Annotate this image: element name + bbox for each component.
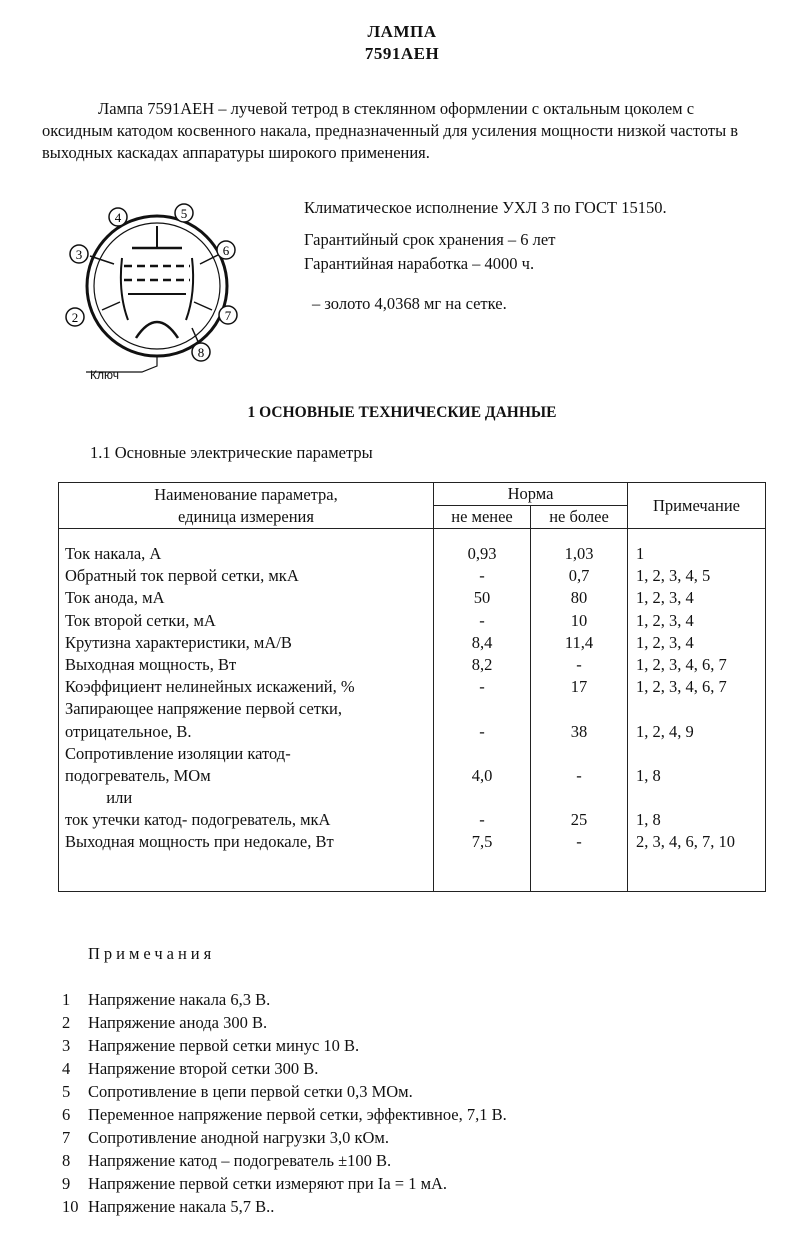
table-cell: -: [576, 832, 582, 852]
col-name: [59, 529, 434, 892]
parameters-table: [58, 482, 766, 892]
list-item: 3 Напряжение первой сетки минус 10 В.: [62, 1036, 360, 1055]
svg-text:2: 2: [71, 310, 79, 325]
table-cell: [434, 743, 530, 765]
table-cell: 80: [570, 588, 588, 608]
storage-line: Гарантийный срок хранения – 6 лет: [304, 230, 556, 249]
list-item: 5 Сопротивление в цепи первой сетки 0,3 МОм.: [62, 1082, 413, 1101]
table-cell: 1, 2, 3, 4, 6, 7: [636, 654, 727, 674]
svg-text:6: 6: [222, 243, 230, 258]
table-cell: 38: [570, 721, 588, 741]
notes-list: [62, 988, 507, 1218]
table-cell: или: [65, 788, 133, 808]
table-cell: 1, 2, 3, 4: [636, 632, 694, 652]
header-name: [59, 483, 434, 529]
table-cell: ток утечки катод- подогреватель, мкА: [65, 810, 331, 830]
pin-diagram: [62, 198, 252, 388]
table-cell: Обратный ток первой сетки, мкА: [65, 566, 299, 586]
section-title: 1 ОСНОВНЫЕ ТЕХНИЧЕСКИЕ ДАННЫЕ: [247, 404, 557, 421]
table-header-row: [59, 483, 766, 506]
header-norm: Норма: [434, 483, 628, 506]
col-min: [434, 529, 531, 892]
pin-7: [219, 306, 237, 324]
table-cell: 1, 2, 4, 9: [636, 721, 694, 741]
intro-paragraph: [42, 98, 762, 164]
table-cell: -: [576, 765, 582, 785]
table-cell: -: [479, 721, 485, 741]
table-cell: [628, 698, 765, 720]
list-item: 10 Напряжение накала 5,7 В..: [62, 1197, 275, 1216]
table-cell: 25: [570, 810, 588, 830]
table-cell: -: [576, 654, 582, 674]
header-name-line2: единица измерения: [178, 506, 314, 526]
list-item: 9 Напряжение первой сетки измеряют при Iа = 1 мА.: [62, 1174, 448, 1193]
table-cell: Выходная мощность, Вт: [65, 654, 237, 674]
table-cell: 50: [473, 588, 491, 608]
table-cell: 1, 2, 3, 4, 5: [636, 566, 711, 586]
svg-text:4: 4: [114, 210, 122, 225]
list-item: 4 Напряжение второй сетки 300 В.: [62, 1059, 319, 1078]
table-cell: Выходная мощность при недокале, Вт: [65, 832, 334, 852]
table-cell: [531, 743, 627, 765]
header-max: не более: [531, 506, 628, 529]
table-cell: -: [479, 566, 485, 586]
table-cell: Ток анода, мА: [65, 588, 165, 608]
key-label: Ключ: [90, 368, 119, 382]
header-name-line1: Наименование параметра,: [154, 484, 338, 504]
table-cell: Запирающее напряжение первой сетки,: [65, 699, 342, 719]
key-arc: [136, 322, 178, 338]
table-cell: Сопротивление изоляции катод-: [65, 743, 291, 763]
table-cell: [531, 787, 627, 809]
table-cell: 1, 2, 3, 4, 6, 7: [636, 677, 727, 697]
table-cell: подогреватель, МОм: [65, 765, 211, 785]
doc-title: ЛАМПА: [367, 22, 437, 41]
lead-6: [200, 254, 220, 264]
table-cell: 1: [636, 544, 645, 563]
list-item: 2 Напряжение анода 300 В.: [62, 1013, 268, 1032]
pin-6: [217, 241, 235, 259]
list-item: 8 Напряжение катод – подогреватель ±100 В.: [62, 1151, 392, 1170]
table-cell: [531, 698, 627, 720]
table-cell: Ток второй сетки, мА: [65, 610, 216, 630]
table-cell: 0,93: [467, 544, 497, 563]
table-cell: 17: [570, 677, 588, 697]
table-cell: 4,0: [471, 765, 493, 785]
col-max: [531, 529, 628, 892]
table-cell: [628, 743, 765, 765]
notes-title: Примечания: [88, 944, 216, 963]
table-cell: 0,7: [568, 566, 590, 586]
table-cell: отрицательное, В.: [65, 721, 192, 741]
table-cell: 10: [570, 610, 588, 630]
table-cell: 8,2: [471, 654, 493, 674]
table-cell: 11,4: [564, 632, 594, 652]
table-cell: 1, 8: [636, 810, 661, 830]
svg-text:7: 7: [224, 308, 232, 323]
list-item: 7 Сопротивление анодной нагрузки 3,0 кОм.: [62, 1128, 389, 1147]
pin-3: [70, 245, 88, 263]
table-cell: [434, 698, 530, 720]
lead-7: [194, 302, 212, 310]
table-cell: -: [479, 810, 485, 830]
table-cell: [628, 787, 765, 809]
svg-text:3: 3: [75, 247, 83, 262]
list-item: 6 Переменное напряжение первой сетки, эффективное, 7,1 В.: [62, 1105, 507, 1124]
col-note: [628, 529, 766, 892]
header-min: не менее: [434, 506, 531, 529]
subsection-title: 1.1 Основные электрические параметры: [90, 443, 373, 462]
doc-subtitle: 7591АЕН: [364, 44, 440, 63]
list-item: 1 Напряжение накала 6,3 В.: [62, 990, 271, 1009]
gold-line: – золото 4,0368 мг на сетке.: [312, 294, 507, 313]
svg-text:8: 8: [197, 345, 205, 360]
climate-line: Климатическое исполнение УХЛ 3 по ГОСТ 15150.: [304, 198, 667, 217]
pin-2: [66, 308, 84, 326]
table-cell: 7,5: [471, 832, 493, 852]
table-cell: [434, 787, 530, 809]
table-cell: Ток накала, А: [65, 544, 162, 563]
table-cell: -: [479, 610, 485, 630]
heater-right: [186, 258, 193, 320]
svg-text:5: 5: [180, 206, 188, 221]
pin-4: [109, 208, 127, 226]
header-note: Примечание: [628, 483, 766, 529]
intro-text: Лампа 7591АЕН – лучевой тетрод в стеклянном оформлении с октальным цоколем с оксидным катодом косвенного накала, предназначенный для усиления мощности низкой частоты в выходных каскадах аппаратуры широкого применения.: [42, 99, 739, 162]
table-cell: 1,03: [564, 544, 594, 563]
table-cell: Коэффициент нелинейных искажений, %: [65, 677, 355, 697]
table-cell: 2, 3, 4, 6, 7, 10: [636, 832, 735, 852]
table-cell: -: [479, 677, 485, 697]
lead-2: [102, 302, 120, 310]
table-cell: 1, 8: [636, 765, 661, 785]
table-cell: 1, 2, 3, 4: [636, 588, 694, 608]
operation-line: Гарантийная наработка – 4000 ч.: [304, 254, 535, 273]
pin-8: [192, 343, 210, 361]
table-cell: Крутизна характеристики, мА/В: [65, 632, 292, 652]
table-body-row: [59, 529, 766, 892]
heater-left: [121, 258, 128, 320]
pin-5: [175, 204, 193, 222]
table-cell: 8,4: [471, 632, 493, 652]
table-cell: 1, 2, 3, 4: [636, 610, 694, 630]
